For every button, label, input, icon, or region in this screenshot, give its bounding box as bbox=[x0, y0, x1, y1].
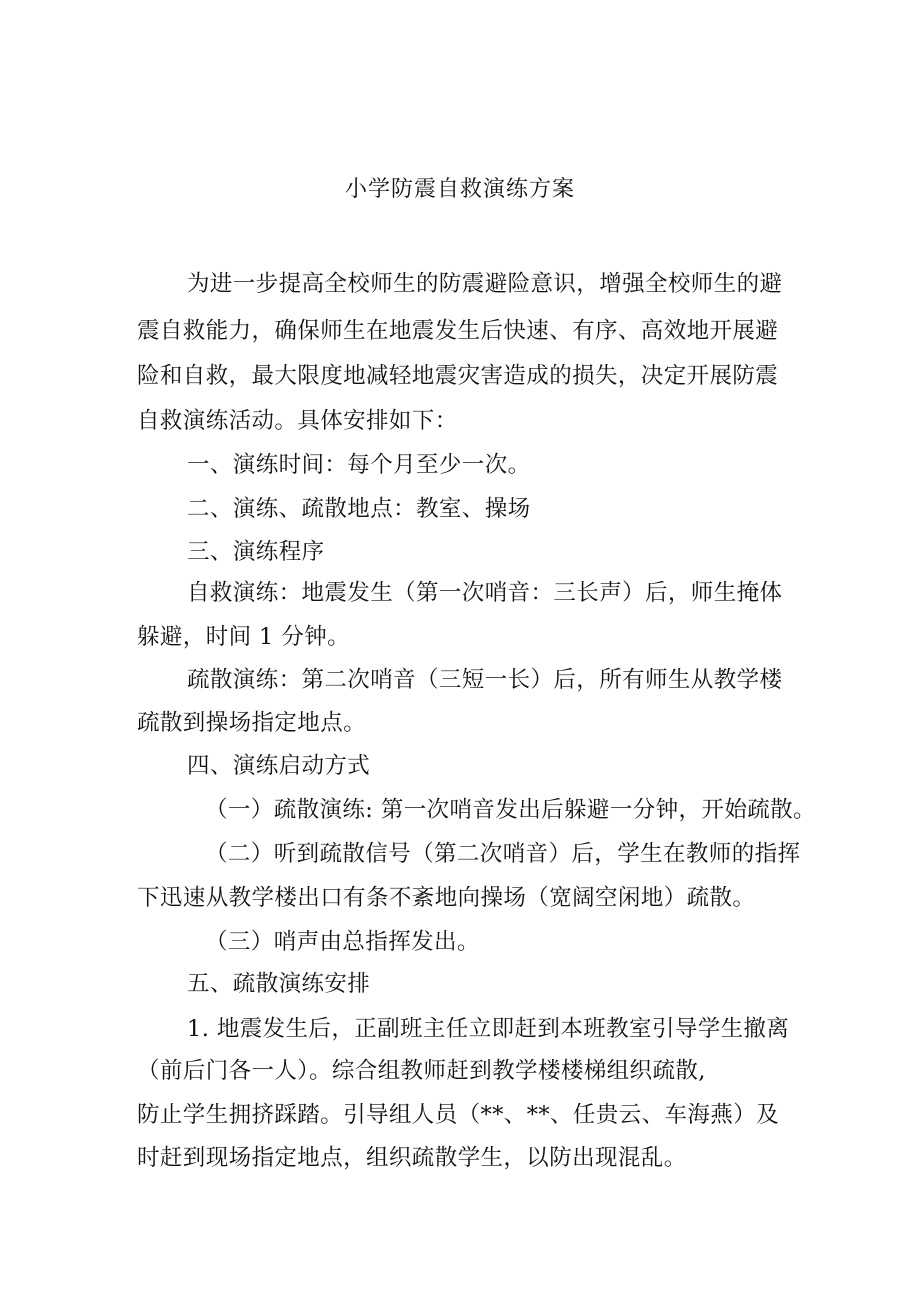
section-heading: 五、疏散演练安排 bbox=[187, 971, 371, 997]
paragraph-line: 1. 地震发生后，正副班主任立即赶到本班教室引导学生撤离 bbox=[187, 1016, 790, 1042]
paragraph-line: 自救演练活动。具体安排如下： bbox=[137, 408, 458, 434]
paragraph-line: （二）听到疏散信号（第二次哨音）后，学生在教师的指挥 bbox=[205, 841, 801, 867]
paragraph-line: 震自救能力，确保师生在地震发生后快速、有序、高效地开展避 bbox=[137, 318, 779, 344]
section-heading: 三、演练程序 bbox=[187, 539, 325, 565]
paragraph-line: 下迅速从教学楼出口有条不紊地向操场（宽阔空闲地）疏散。 bbox=[137, 885, 756, 911]
section-heading: 四、演练启动方式 bbox=[187, 753, 371, 779]
paragraph-line: 时赶到现场指定地点，组织疏散学生，以防出现混乱。 bbox=[137, 1145, 687, 1171]
paragraph-line: （前后门各一人）。综合组教师赶到教学楼楼梯组织疏散, bbox=[137, 1058, 706, 1084]
paragraph-line: 防止学生拥挤踩踏。引导组人员（**、**、任贵云、车海燕）及 bbox=[137, 1102, 780, 1128]
document-title: 小学防震自救演练方案 bbox=[344, 177, 575, 202]
paragraph-line: 自救演练：地震发生（第一次哨音：三长声）后，师生掩体 bbox=[187, 580, 783, 606]
paragraph-line: 为进一步提高全校师生的防震避险意识，增强全校师生的避 bbox=[187, 271, 783, 297]
paragraph-line: 躲避，时间 1 分钟。 bbox=[137, 624, 351, 650]
section-heading: 一、演练时间：每个月至少一次。 bbox=[187, 452, 531, 478]
paragraph-line: 险和自救，最大限度地减轻地震灾害造成的损失，决定开展防震 bbox=[137, 363, 779, 389]
paragraph-line: 疏散到操场指定地点。 bbox=[137, 710, 367, 736]
section-heading: 二、演练、疏散地点：教室、操场 bbox=[187, 496, 531, 522]
paragraph-line: 疏散演练：第二次哨音（三短一长）后，所有师生从教学楼 bbox=[187, 667, 783, 693]
paragraph-line: （三）哨声由总指挥发出。 bbox=[205, 929, 480, 955]
paragraph-line: （一）疏散演练: 第一次哨音发出后躲避一分钟，开始疏散。 bbox=[205, 797, 816, 823]
